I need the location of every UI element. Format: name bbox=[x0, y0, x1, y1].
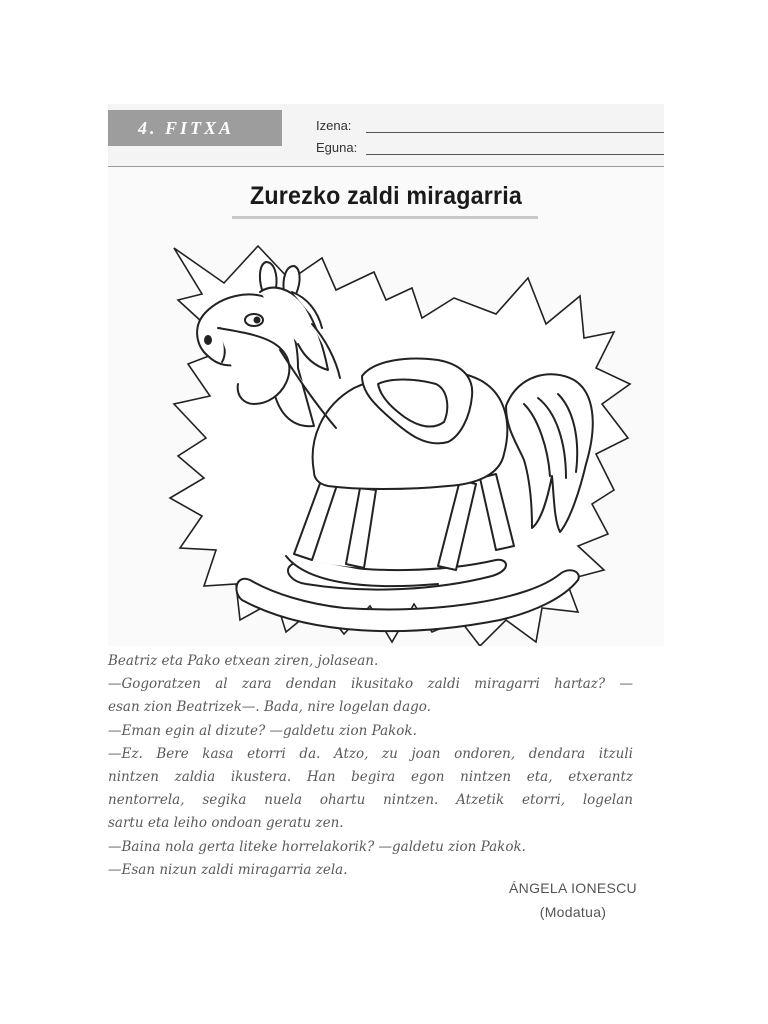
story-line: nintzen zaldia ikustera. Han begira egon nintzen eta, etxerantz bbox=[108, 769, 633, 786]
story-line: sartu eta leiho ondoan geratu zen. bbox=[108, 815, 344, 832]
worksheet-header bbox=[108, 104, 664, 167]
story-line: —Ez. Bere kasa etorri da. Atzo, zu joan ondoren, dendara itzuli bbox=[108, 745, 633, 762]
story-line: Beatriz eta Pako etxean ziren, jolasean. bbox=[108, 653, 379, 669]
date-field-line bbox=[366, 154, 664, 155]
author-name: ÁNGELA IONESCU bbox=[509, 880, 637, 896]
name-field bbox=[316, 118, 664, 138]
story-line: —Baina nola gerta liteke horrelakorik? —galdetu zion Pakok. bbox=[108, 838, 526, 855]
worksheet-sheet bbox=[108, 104, 664, 646]
adaptation-note: (Modatua) bbox=[539, 904, 607, 920]
author-credit bbox=[478, 876, 668, 924]
story-line: —Esan nizun zaldi miragarria zela. bbox=[108, 861, 348, 878]
date-field-label: Eguna: bbox=[316, 140, 358, 155]
title-underline bbox=[232, 216, 538, 219]
worksheet-number-badge: 4. FITXA bbox=[108, 110, 282, 146]
name-field-label: Izena: bbox=[316, 118, 352, 133]
story-line: —Gogoratzen al zara dendan ikusitako zaldi miragarri hartaz? — bbox=[108, 676, 633, 693]
story-line: —Eman egin al dizute? —galdetu zion Pakok. bbox=[108, 722, 417, 739]
story-text bbox=[108, 650, 633, 882]
story-line: esan zion Beatrizek—. Bada, nire logelan dago. bbox=[108, 699, 431, 716]
name-field-line bbox=[366, 132, 664, 133]
date-field bbox=[316, 140, 664, 160]
story-line: nentorrela, segika nuela ohartu nintzen. Atzetik etorri, logelan bbox=[108, 792, 633, 809]
rocking-horse-illustration bbox=[108, 228, 664, 646]
page-title: Zurezko zaldi miragarria bbox=[250, 182, 522, 210]
